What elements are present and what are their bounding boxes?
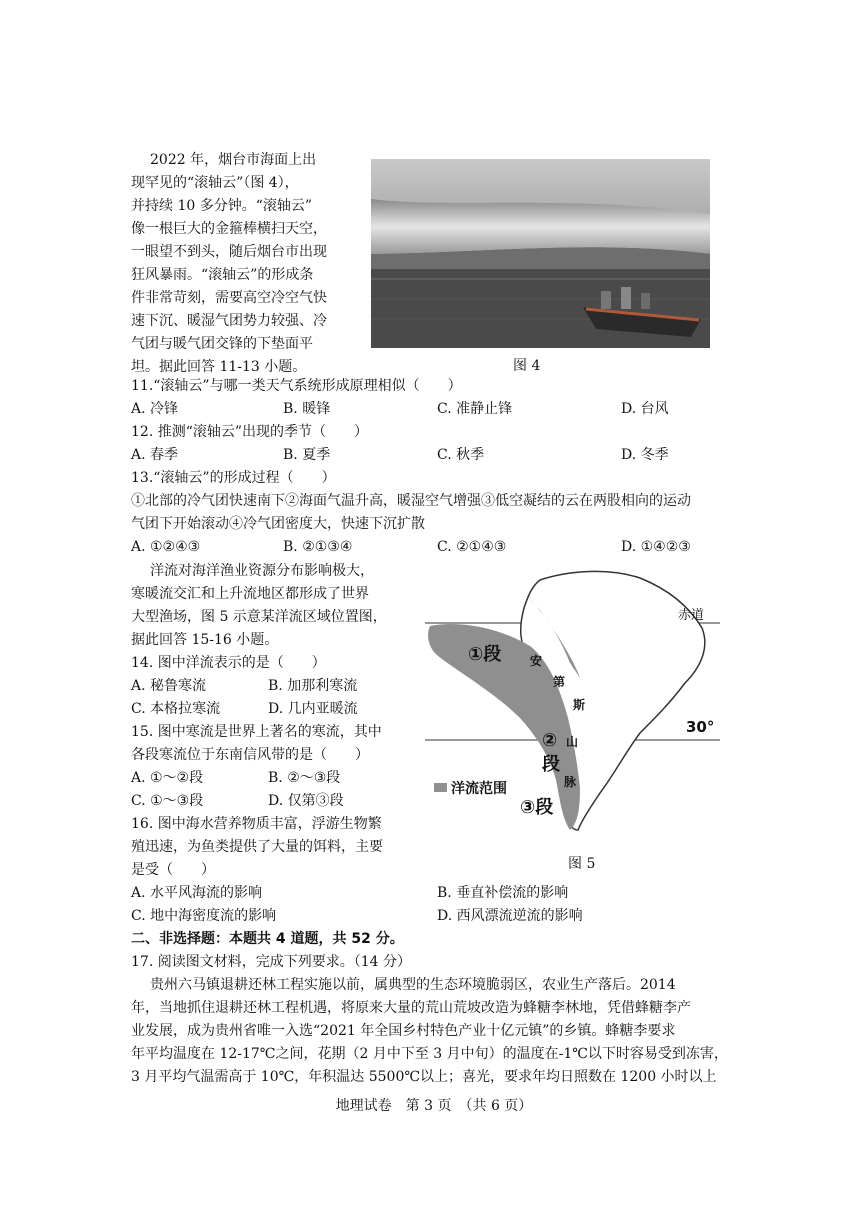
q14-stem: 14. 图中洋流表示的是（ ） xyxy=(131,655,326,671)
q13-option-a[interactable]: A. ①②④③ xyxy=(131,539,201,555)
q16-stem-cont: 殖迅速，为鱼类提供了大量的饵料，主要 xyxy=(131,839,383,855)
q16-stem-cont: 是受（ ） xyxy=(131,862,215,878)
q15-option-b[interactable]: B. ②～③段 xyxy=(268,770,341,786)
q15-stem: 15. 图中寒流是世界上著名的寒流，其中 xyxy=(131,724,382,740)
intro1-line: 并持续 10 多分钟。“滚轴云” xyxy=(131,198,313,214)
q13-option-b[interactable]: B. ②①③④ xyxy=(283,539,353,555)
andes-char: 斯 xyxy=(573,698,586,712)
q14-option-d[interactable]: D. 几内亚暖流 xyxy=(268,701,358,717)
intro1-line: 狂风暴雨。“滚轴云”的形成条 xyxy=(131,267,314,283)
q13-option-d[interactable]: D. ①④②③ xyxy=(621,539,691,555)
q12-option-a[interactable]: A. 春季 xyxy=(131,447,179,463)
intro1-line: 坦。据此回答 11-13 小题。 xyxy=(131,359,307,375)
intro1-line: 现罕见的“滚轴云”（图 4）， xyxy=(131,175,299,191)
intro1-line: 2022 年，烟台市海面上出 xyxy=(150,152,317,168)
figure-5-caption: 图 5 xyxy=(568,856,596,872)
q16-option-c[interactable]: C. 地中海密度流的影响 xyxy=(131,908,277,924)
q13-text-line: 气团下开始滚动④冷气团密度大，快速下沉扩散 xyxy=(131,516,425,532)
q17-text-line: 3 月平均气温需高于 10℃，年积温达 5500℃以上；喜光，要求年均日照数在 1200 小时以上 xyxy=(131,1069,717,1085)
q13-stem: 13.“滚轴云”的形成过程（ ） xyxy=(131,470,336,486)
intro1-line: 一眼望不到头，随后烟台市出现 xyxy=(131,244,327,260)
q15-option-c[interactable]: C. ①～③段 xyxy=(131,793,204,809)
andes-char: 山 xyxy=(566,735,579,749)
lat-30-label: 30° xyxy=(686,718,715,736)
q11-option-b[interactable]: B. 暖锋 xyxy=(283,401,331,417)
q13-option-c[interactable]: C. ②①④③ xyxy=(437,539,507,555)
q12-stem: 12. 推测“滚轴云”出现的季节（ ） xyxy=(131,424,369,440)
q11-stem: 11.“滚轴云”与哪一类天气系统形成原理相似（ ） xyxy=(131,378,462,394)
segment-2-suffix: 段 xyxy=(542,754,560,775)
roll-cloud-photo xyxy=(371,159,710,348)
q11-option-d[interactable]: D. 台风 xyxy=(621,401,669,417)
equator-label: 赤道 xyxy=(678,608,705,623)
q17-stem: 17. 阅读图文材料，完成下列要求。（14 分） xyxy=(131,954,411,970)
roll-cloud-illustration xyxy=(371,159,710,348)
intro2-line: 大型渔场，图 5 示意某洋流区域位置图， xyxy=(131,609,387,625)
andes-char: 脉 xyxy=(564,775,577,789)
q15-option-d[interactable]: D. 仅第③段 xyxy=(268,793,344,809)
legend-swatch xyxy=(434,783,447,792)
q16-option-a[interactable]: A. 水平风海流的影响 xyxy=(131,885,263,901)
q12-option-c[interactable]: C. 秋季 xyxy=(437,447,485,463)
q14-option-c[interactable]: C. 本格拉寒流 xyxy=(131,701,221,717)
intro2-line: 洋流对海洋渔业资源分布影响极大， xyxy=(150,563,374,579)
intro1-line: 速下沉、暖湿气团势力较强、冷 xyxy=(131,313,327,329)
figure-4-caption: 图 4 xyxy=(513,358,541,374)
q15-option-a[interactable]: A. ①～②段 xyxy=(131,770,204,786)
q17-text-line: 年平均温度在 12-17℃之间，花期（2 月中下至 3 月中旬）的温度在-1℃以下时容易受到冻害， xyxy=(131,1046,728,1062)
intro2-line: 据此回答 15-16 小题。 xyxy=(131,632,279,648)
andes-char: 第 xyxy=(553,675,566,689)
intro1-line: 像一根巨大的金箍棒横扫天空， xyxy=(131,221,327,237)
section-2-heading: 二、非选择题：本题共 4 道题，共 52 分。 xyxy=(131,931,404,947)
q17-text-line: 贵州六马镇退耕还林工程实施以前，属典型的生态环境脆弱区，农业生产落后。2014 xyxy=(150,977,676,993)
intro1-line: 气团与暖气团交锋的下垫面平 xyxy=(131,336,313,352)
intro2-line: 寒暖流交汇和上升流地区都形成了世界 xyxy=(131,586,369,602)
q11-option-c[interactable]: C. 准静止锋 xyxy=(437,401,513,417)
ocean-current-map xyxy=(420,568,720,838)
q15-stem-cont: 各段寒流位于东南信风带的是（ ） xyxy=(131,747,369,763)
page-footer: 地理试卷 第 3 页 （共 6 页） xyxy=(335,1098,533,1114)
q12-option-d[interactable]: D. 冬季 xyxy=(621,447,669,463)
intro1-line: 件非常苛刻，需要高空冷空气快 xyxy=(131,290,327,306)
segment-1-label: ①段 xyxy=(468,644,502,665)
q14-option-a[interactable]: A. 秘鲁寒流 xyxy=(131,678,207,694)
q16-option-b[interactable]: B. 垂直补偿流的影响 xyxy=(437,885,569,901)
q12-option-b[interactable]: B. 夏季 xyxy=(283,447,331,463)
q14-option-b[interactable]: B. 加那利寒流 xyxy=(268,678,358,694)
segment-2-label: ② xyxy=(542,730,558,751)
q16-option-d[interactable]: D. 西风漂流逆流的影响 xyxy=(437,908,583,924)
legend-label: 洋流范围 xyxy=(451,781,507,797)
q17-text-line: 年，当地抓住退耕还林工程机遇，将原来大量的荒山荒坡改造为蜂糖李林地，凭借蜂糖李产 xyxy=(131,1000,691,1016)
andes-char: 安 xyxy=(530,654,543,668)
q17-text-line: 业发展，成为贵州省唯一入选“2021 年全国乡村特色产业十亿元镇”的乡镇。蜂糖李要求 xyxy=(131,1023,676,1039)
q13-text-line: ①北部的冷气团快速南下②海面气温升高，暖湿空气增强③低空凝结的云在两股相向的运动 xyxy=(131,493,691,509)
q11-option-a[interactable]: A. 冷锋 xyxy=(131,401,179,417)
q16-stem: 16. 图中海水营养物质丰富，浮游生物繁 xyxy=(131,816,382,832)
segment-3-label: ③段 xyxy=(520,797,554,818)
